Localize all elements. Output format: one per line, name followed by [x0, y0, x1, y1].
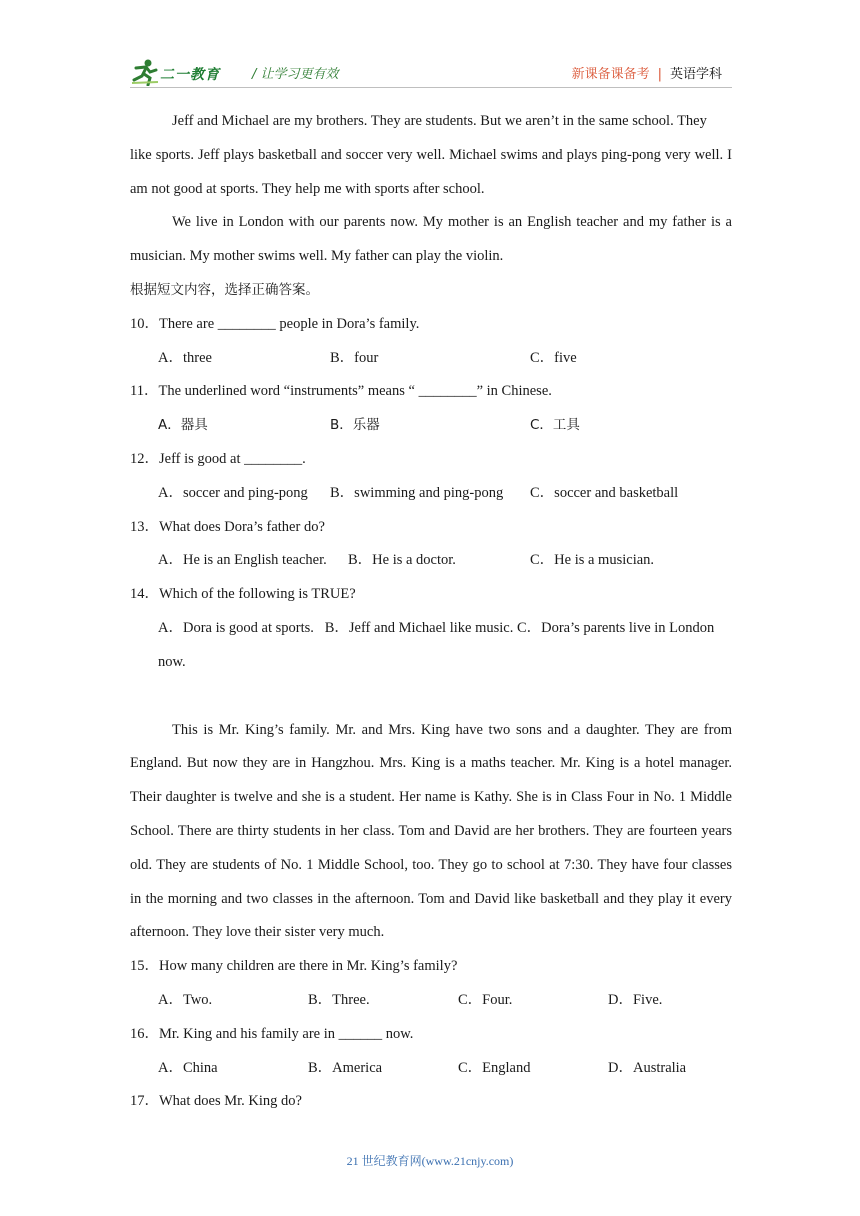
- passage2: This is Mr. King’s family. Mr. and Mrs. King have two sons and a daughter. They are from England. But now they are in Hangzhou. Mrs. King is a maths teacher. Mr. King is a hotel manager. Their daughter is twelve and she is a student. Her name is Kathy. She is in Class Four in No. 1 Middle School. There are thirty students in her class. Tom and David are her brothers. They are fourteen years old. They are students of No. 1 Middle School, too. They go to school at 7:30. They have four classes in the morning and two classes in the afternoon. Tom and David like basketball and they play it every afternoon. They love their sister very much.: [130, 721, 732, 941]
- logo-text: 二一教育: [160, 67, 220, 83]
- options-15: [158, 984, 732, 1018]
- option-b: B．four: [330, 349, 379, 366]
- option-b: B．He is a doctor.: [348, 552, 456, 569]
- option-c: C．five: [530, 349, 577, 366]
- passage1-paragraph2: We live in London with our parents now. My mother is an English teacher and my father is a musician. My mother swims well. My father can play the violin.: [130, 214, 732, 265]
- header-slogan: / 让学习更有效: [252, 67, 339, 82]
- options-16: [158, 1052, 732, 1086]
- header-right: [572, 63, 722, 82]
- page-header: [130, 58, 732, 92]
- question-11: 11．The underlined word “instruments” means “ ________” in Chinese.: [130, 383, 552, 400]
- passage1-line1: Jeff and Michael are my brothers. They are students. But we aren’t in the same school. They: [172, 113, 707, 129]
- question-17: 17．What does Mr. King do?: [130, 1093, 302, 1110]
- option-b: B．乐器: [330, 417, 380, 434]
- runner-logo-icon: [130, 58, 160, 86]
- option-c: C．England: [458, 1059, 531, 1076]
- options-12: [158, 477, 732, 511]
- options-13: [158, 544, 732, 578]
- option-b: B．America: [308, 1059, 383, 1076]
- question-16: 16．Mr. King and his family are in ______ now.: [130, 1025, 414, 1042]
- options-14: A．Dora is good at sports. B．Jeff and Michael like music. C．Dora’s parents live in London: [158, 619, 715, 636]
- option-d: D．Five.: [608, 991, 663, 1008]
- question-15: 15．How many children are there in Mr. King’s family?: [130, 958, 458, 975]
- option-c: C．He is a musician.: [530, 552, 655, 569]
- instruction: 根据短文内容，选择正确答案。: [130, 281, 319, 298]
- question-14: 14．Which of the following is TRUE?: [130, 586, 356, 603]
- option-a: A．器具: [158, 417, 208, 434]
- option-c: C．工具: [530, 417, 580, 434]
- option-b: B．swimming and ping-pong: [330, 484, 504, 501]
- document-body: [130, 105, 732, 1119]
- header-divider: [130, 87, 732, 88]
- spacer: [130, 680, 732, 714]
- option-c: C．soccer and basketball: [530, 484, 679, 501]
- option-b: B．Three.: [308, 991, 370, 1008]
- page-footer: 21 世纪教育网(www.21cnjy.com): [346, 1154, 514, 1168]
- option-a: A．Two.: [158, 991, 213, 1008]
- question-13: 13．What does Dora’s father do?: [130, 518, 325, 535]
- header-tagline: 新课备课备考: [571, 67, 650, 82]
- options-10: [158, 342, 732, 376]
- question-10: 10．There are ________ people in Dora’s family.: [130, 315, 420, 332]
- option-a: A．three: [158, 349, 212, 366]
- passage1-paragraph1: like sports. Jeff plays basketball and soccer very well. Michael swims and plays ping-pong very well. I am not good at sports. They help me with sports after school.: [130, 146, 732, 197]
- question-12: 12．Jeff is good at ________.: [130, 450, 306, 467]
- option-a: A．He is an English teacher.: [158, 552, 327, 569]
- header-subject: 英语学科: [669, 67, 722, 82]
- option-d: D．Australia: [608, 1059, 687, 1076]
- options-14-cont: now.: [158, 653, 186, 670]
- options-11: [158, 409, 732, 443]
- header-separator: |: [657, 67, 662, 82]
- option-c: C．Four.: [458, 991, 513, 1008]
- logo: [130, 58, 240, 88]
- option-a: A．China: [158, 1059, 218, 1076]
- option-a: A．soccer and ping-pong: [158, 484, 308, 501]
